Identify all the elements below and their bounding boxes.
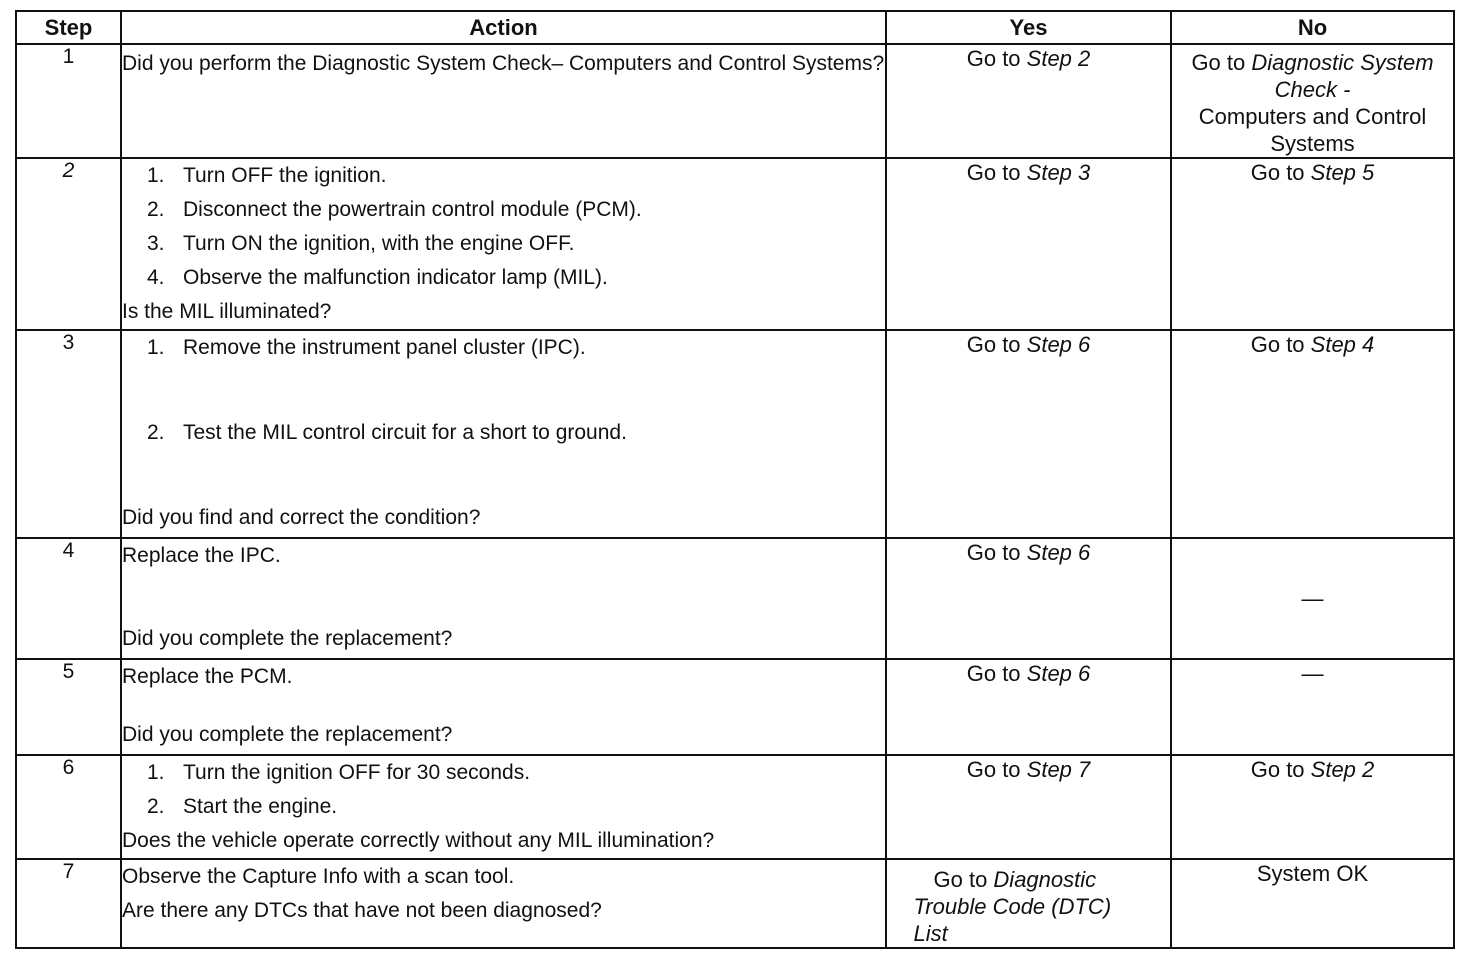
procedure-number: 1. bbox=[147, 164, 165, 187]
procedure-number: 1. bbox=[147, 336, 165, 359]
yes-ref: Step 7 bbox=[1026, 757, 1091, 782]
yes-ref: Diagnostic Trouble Code (DTC) List bbox=[913, 867, 1112, 946]
yes-prefix: Go to bbox=[966, 540, 1027, 565]
yes-cell bbox=[886, 158, 1171, 330]
no-cell bbox=[1171, 158, 1454, 330]
question-text: Does the vehicle operate correctly without any MIL illumination? bbox=[122, 829, 715, 852]
procedure-text: Start the engine. bbox=[183, 795, 338, 818]
table-row bbox=[16, 538, 1454, 659]
action-cell bbox=[121, 659, 886, 755]
yes-prefix: Go to bbox=[966, 757, 1027, 782]
yes-ref: Step 3 bbox=[1026, 160, 1091, 185]
yes-ref: Step 6 bbox=[1026, 661, 1091, 686]
procedure-step bbox=[122, 193, 885, 227]
yes-prefix: Go to bbox=[933, 867, 994, 892]
step-number-text: 2 bbox=[62, 159, 75, 182]
yes-prefix: Go to bbox=[966, 160, 1027, 185]
question-text: Is the MIL illuminated? bbox=[122, 300, 332, 323]
procedure-step bbox=[122, 416, 885, 450]
action-cell bbox=[121, 44, 886, 158]
procedure-step bbox=[122, 756, 885, 790]
yes-prefix: Go to bbox=[966, 332, 1027, 357]
yes-ref: Step 2 bbox=[1026, 46, 1091, 71]
header-row bbox=[16, 11, 1454, 44]
no-ref: Diagnostic System Check - bbox=[1251, 50, 1434, 102]
action-cell bbox=[121, 158, 886, 330]
action-cell bbox=[121, 330, 886, 538]
procedure-text: Disconnect the powertrain control module (PCM). bbox=[183, 198, 642, 221]
yes-prefix: Go to bbox=[966, 46, 1027, 71]
procedure-step bbox=[122, 331, 885, 365]
step-number bbox=[16, 158, 121, 330]
step-number: 1 bbox=[16, 44, 121, 158]
procedure-text: Turn the ignition OFF for 30 seconds. bbox=[183, 761, 531, 784]
header-yes: Yes bbox=[886, 11, 1171, 44]
no-cell bbox=[1171, 755, 1454, 859]
yes-cell bbox=[886, 44, 1171, 158]
instruction-text: Replace the PCM. bbox=[122, 665, 293, 688]
question-text: Did you complete the replacement? bbox=[122, 723, 453, 746]
action-cell bbox=[121, 859, 886, 948]
header-action: Action bbox=[121, 11, 886, 44]
table-row bbox=[16, 158, 1454, 330]
table-row bbox=[16, 859, 1454, 948]
step-number: 4 bbox=[16, 538, 121, 659]
yes-ref: Step 6 bbox=[1026, 332, 1091, 357]
procedure-step bbox=[122, 159, 885, 193]
procedure-step bbox=[122, 261, 885, 295]
question-text: Are there any DTCs that have not been diagnosed? bbox=[122, 899, 602, 922]
no-prefix: Go to bbox=[1191, 50, 1252, 75]
table-row bbox=[16, 659, 1454, 755]
question-text: Did you find and correct the condition? bbox=[122, 506, 481, 529]
yes-ref: Step 6 bbox=[1026, 540, 1091, 565]
no-ref: Step 5 bbox=[1310, 160, 1375, 185]
action-cell bbox=[121, 538, 886, 659]
step-number: 6 bbox=[16, 755, 121, 859]
no-cell: — bbox=[1171, 538, 1454, 659]
procedure-number: 3. bbox=[147, 232, 165, 255]
yes-cell bbox=[886, 538, 1171, 659]
procedure-list bbox=[122, 159, 885, 295]
procedure-step bbox=[122, 227, 885, 261]
procedure-number: 1. bbox=[147, 761, 165, 784]
no-prefix: Go to bbox=[1250, 160, 1311, 185]
no-ref: Step 4 bbox=[1310, 332, 1375, 357]
action-text: Did you perform the Diagnostic System Check– Computers and Control Systems? bbox=[122, 52, 885, 75]
no-ref: Step 2 bbox=[1310, 757, 1375, 782]
yes-cell bbox=[886, 330, 1171, 538]
header-step: Step bbox=[16, 11, 121, 44]
header-no: No bbox=[1171, 11, 1454, 44]
instruction-text: Observe the Capture Info with a scan tool. bbox=[122, 865, 515, 888]
table-row bbox=[16, 330, 1454, 538]
procedure-text: Turn ON the ignition, with the engine OFF. bbox=[183, 232, 575, 255]
yes-cell bbox=[886, 755, 1171, 859]
yes-prefix: Go to bbox=[966, 661, 1027, 686]
no-cell bbox=[1171, 330, 1454, 538]
procedure-text: Test the MIL control circuit for a short to ground. bbox=[183, 421, 627, 444]
procedure-number: 2. bbox=[147, 198, 165, 221]
yes-cell bbox=[886, 659, 1171, 755]
step-number: 3 bbox=[16, 330, 121, 538]
step-number: 5 bbox=[16, 659, 121, 755]
procedure-text: Observe the malfunction indicator lamp (MIL). bbox=[183, 266, 608, 289]
no-cell: — bbox=[1171, 659, 1454, 755]
table-row bbox=[16, 44, 1454, 158]
instruction-text: Replace the IPC. bbox=[122, 544, 281, 567]
yes-cell bbox=[886, 859, 1171, 948]
diagnostic-table bbox=[15, 10, 1455, 949]
procedure-number: 4. bbox=[147, 266, 165, 289]
no-prefix: Go to bbox=[1250, 332, 1311, 357]
no-suffix: Computers and Control Systems bbox=[1198, 104, 1427, 156]
no-cell bbox=[1171, 44, 1454, 158]
no-cell: System OK bbox=[1171, 859, 1454, 948]
procedure-text: Remove the instrument panel cluster (IPC). bbox=[183, 336, 586, 359]
procedure-number: 2. bbox=[147, 421, 165, 444]
question-text: Did you complete the replacement? bbox=[122, 627, 453, 650]
procedure-text: Turn OFF the ignition. bbox=[183, 164, 387, 187]
procedure-step bbox=[122, 790, 885, 824]
no-prefix: Go to bbox=[1250, 757, 1311, 782]
procedure-list bbox=[122, 756, 885, 824]
action-cell bbox=[121, 755, 886, 859]
step-number: 7 bbox=[16, 859, 121, 948]
table-row bbox=[16, 755, 1454, 859]
procedure-number: 2. bbox=[147, 795, 165, 818]
